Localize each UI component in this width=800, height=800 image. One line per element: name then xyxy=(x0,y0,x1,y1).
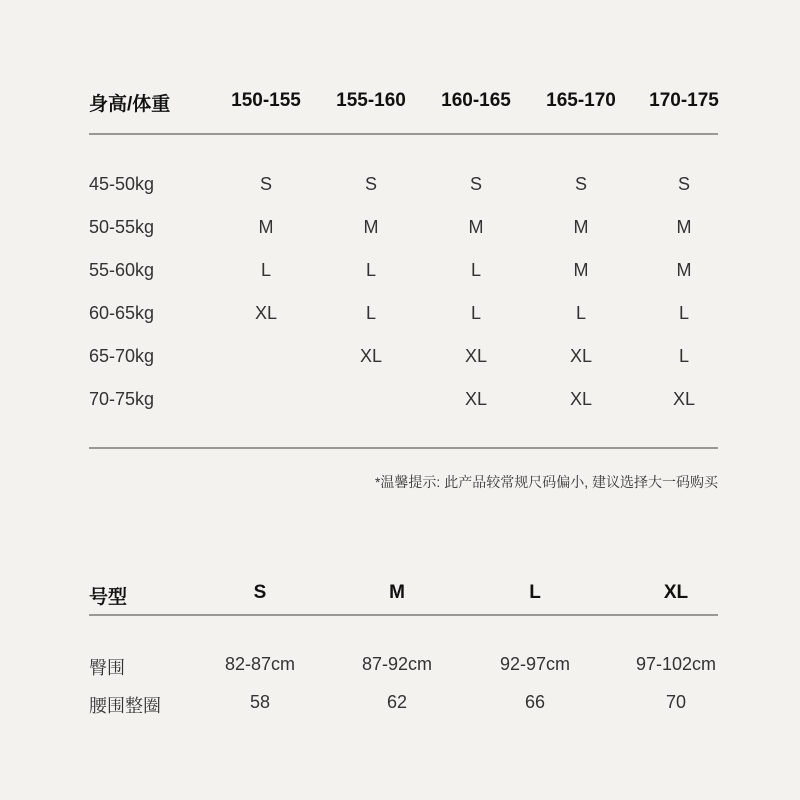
table1-col-header: 150-155 xyxy=(231,90,301,111)
table1-row-label: 70-75kg xyxy=(89,389,155,409)
table2-cell: 58 xyxy=(249,692,271,712)
table2-header-label: 号型 xyxy=(89,587,128,608)
table1-cell: M xyxy=(676,217,692,237)
table1-row-label: 55-60kg xyxy=(89,260,155,280)
table1-row-label: 50-55kg xyxy=(89,217,155,237)
table1-cell: S xyxy=(677,174,691,194)
table2-cell: 66 xyxy=(524,692,546,712)
size-tip-note: *温馨提示: 此产品较常规尺码偏小, 建议选择大一码购买 xyxy=(374,474,718,490)
table1-bottom-divider xyxy=(89,447,718,449)
table2-header-divider xyxy=(89,614,718,616)
table1-header-divider xyxy=(89,133,718,135)
table1-cell: XL xyxy=(569,389,593,409)
table1-row-label: 65-70kg xyxy=(89,346,155,366)
table2-col-header: XL xyxy=(663,582,689,603)
table2-cell: 87-92cm xyxy=(361,654,433,674)
table1-col-header: 160-165 xyxy=(441,90,511,111)
table2-col-header: L xyxy=(529,582,541,603)
table1-col-header: 165-170 xyxy=(546,90,616,111)
table1-col-header: 170-175 xyxy=(649,90,719,111)
table1-cell: XL xyxy=(464,346,488,366)
table1-cell: M xyxy=(573,217,589,237)
table1-cell: S xyxy=(259,174,273,194)
table2-cell: 92-97cm xyxy=(499,654,571,674)
table1-cell: L xyxy=(678,303,690,323)
table1-cell: L xyxy=(260,260,272,280)
table1-cell: M xyxy=(258,217,274,237)
table1-cell: XL xyxy=(464,389,488,409)
table1-cell: S xyxy=(469,174,483,194)
table1-cell: S xyxy=(364,174,378,194)
table2-col-header: M xyxy=(389,582,405,603)
table1-cell: XL xyxy=(254,303,278,323)
table1-cell: M xyxy=(468,217,484,237)
table2-row-label: 臀围 xyxy=(89,658,125,678)
table1-cell: L xyxy=(470,260,482,280)
table1-cell: M xyxy=(363,217,379,237)
table1-header-label: 身高/体重 xyxy=(89,94,171,115)
table1-row-label: 45-50kg xyxy=(89,174,155,194)
table2-cell: 70 xyxy=(665,692,687,712)
table1-cell: L xyxy=(365,260,377,280)
table2-cell: 62 xyxy=(386,692,408,712)
table2-cell: 97-102cm xyxy=(635,654,717,674)
table1-cell: XL xyxy=(569,346,593,366)
table1-cell: M xyxy=(573,260,589,280)
table1-cell: L xyxy=(470,303,482,323)
table1-cell: XL xyxy=(359,346,383,366)
table1-cell: M xyxy=(676,260,692,280)
table1-cell: XL xyxy=(672,389,696,409)
table2-col-header: S xyxy=(253,582,267,603)
table1-cell: S xyxy=(574,174,588,194)
table2-row-label: 腰围整圈 xyxy=(89,696,161,716)
table1-row-label: 60-65kg xyxy=(89,303,155,323)
table2-cell: 82-87cm xyxy=(224,654,296,674)
table1-cell: L xyxy=(678,346,690,366)
table1-cell: L xyxy=(365,303,377,323)
table1-col-header: 155-160 xyxy=(336,90,406,111)
table1-cell: L xyxy=(575,303,587,323)
